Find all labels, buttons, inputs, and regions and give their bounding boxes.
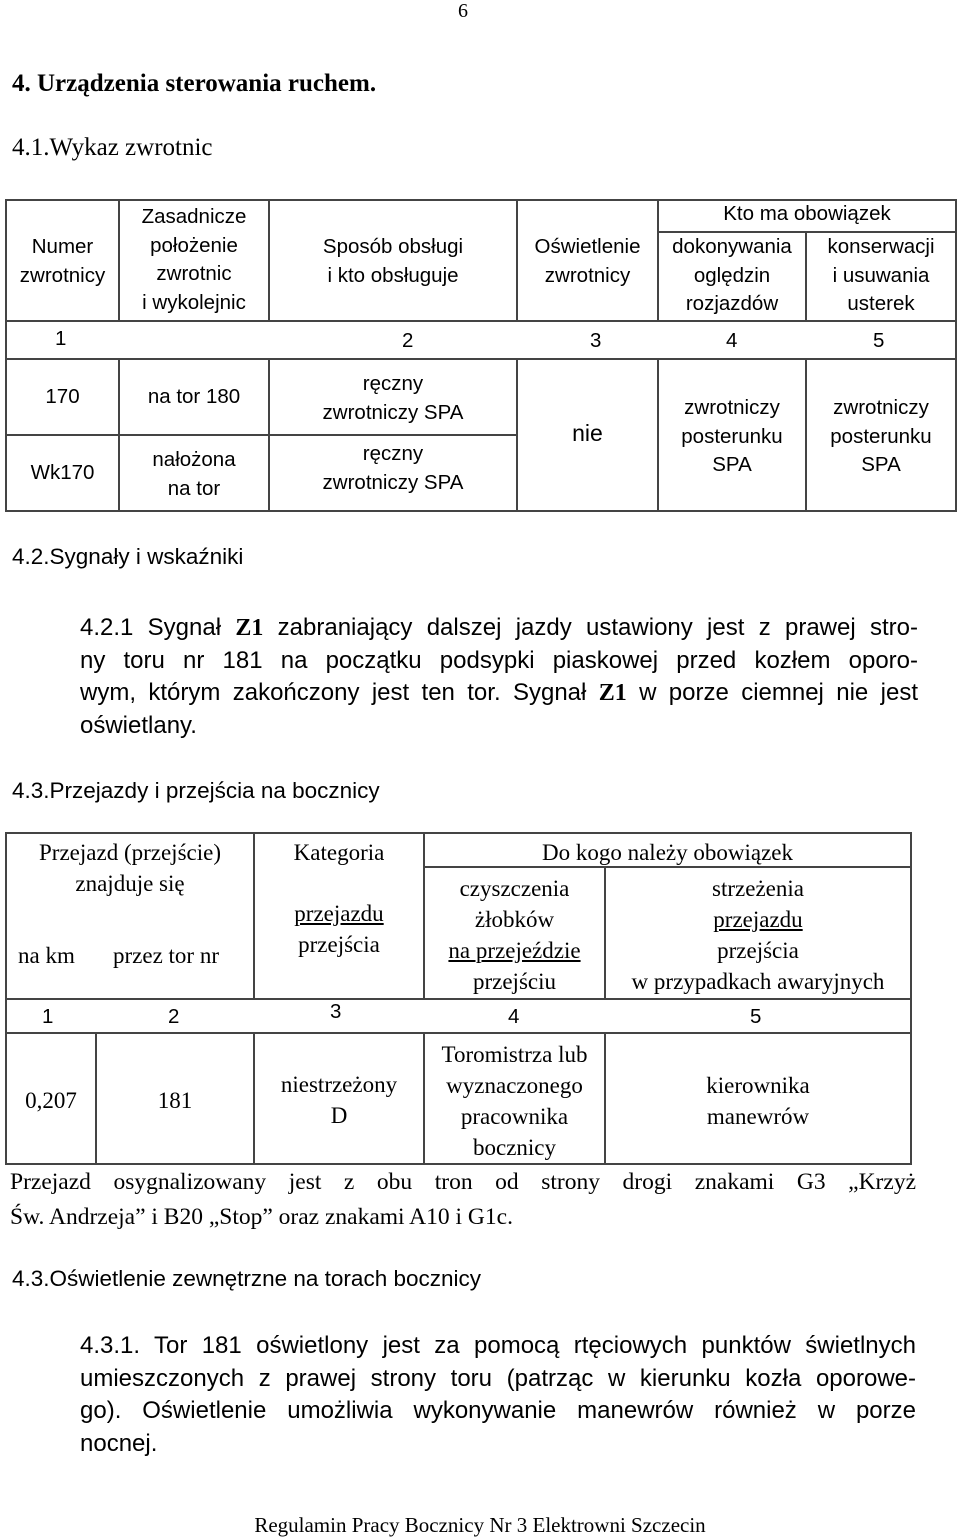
row1-number: 170 — [45, 385, 80, 408]
page-number: 6 — [458, 0, 468, 22]
header-switch-lighting: Oświetlenie zwrotnicy — [534, 235, 641, 287]
header-cleaning: czyszczenia żłobków na przejeździe przejściu — [448, 876, 581, 994]
t2-col-number-2: 2 — [168, 1005, 180, 1028]
paragraph-4-2-1: 4.2.1 Sygnał Z1 zabraniający dalszej jazdy ustawiony jest z prawej stro- ny toru nr 181 na początku podsypki piaskowej przed kozłem oporo- wym, którym zakończony jest ten tor. Sygnał Z1 w porze ciemnej nie jest oświetlany. — [80, 614, 918, 739]
section-heading-4-1: 4.1.Wykaz zwrotnic — [12, 134, 213, 161]
maintenance-value: zwrotniczy posterunku SPA — [830, 396, 932, 476]
header-category-types: przejazdu przejścia — [294, 901, 384, 957]
t2-col-number-4: 4 — [508, 1005, 520, 1028]
col-number-1: 1 — [55, 327, 67, 350]
t2-col-number-1: 1 — [42, 1005, 54, 1028]
col-number-5: 5 — [873, 329, 885, 352]
header-operation-method: Sposób obsługi i kto obsługuje — [322, 235, 464, 287]
row2-service: ręczny zwrotniczy SPA — [322, 442, 464, 494]
header-maintenance: konserwacji i usuwania usterek — [827, 235, 935, 315]
paragraph-4-3-1: 4.3.1. Tor 181 oświetlony jest za pomocą rtęciowych punktów świetlnych umieszczonych z prawej strony toru (patrząc w kierunku kozła oporowe- go). Oświetlenie umożliwia wykonywanie manewrów również w porze nocnej. — [80, 1332, 916, 1457]
row-category: niestrzeżony D — [280, 1072, 398, 1128]
header-crossing-location: Przejazd (przejście) znajduje się — [39, 840, 221, 896]
row1-service: ręczny zwrotniczy SPA — [322, 372, 464, 424]
t2-col-number-5: 5 — [750, 1005, 762, 1028]
row2-position: nałożona na tor — [152, 448, 236, 500]
lighting-value: nie — [572, 420, 603, 446]
header-track: przez tor nr — [113, 943, 219, 968]
col-number-4: 4 — [726, 329, 738, 352]
header-switch-number: Numer zwrotnicy — [19, 235, 106, 287]
col-number-3: 3 — [590, 329, 602, 352]
header-km: na km — [18, 943, 75, 968]
header-who-responsible: Kto ma obowiązek — [723, 202, 891, 225]
header-duty: Do kogo należy obowiązek — [541, 840, 793, 865]
row2-number: Wk170 — [30, 461, 95, 484]
inspection-value: zwrotniczy posterunku SPA — [681, 396, 783, 476]
col-number-2: 2 — [402, 329, 414, 352]
header-guarding: strzeżenia przejazdu przejścia w przypadkach awaryjnych — [631, 876, 885, 994]
row-guarding: kierownika manewrów — [706, 1073, 810, 1129]
section-heading-4-3: 4.3.Przejazdy i przejścia na bocznicy — [12, 778, 380, 803]
t2-col-number-3: 3 — [330, 1000, 342, 1023]
row-track: 181 — [157, 1088, 193, 1113]
header-inspection: dokonywania oględzin rozjazdów — [672, 235, 792, 315]
section-heading-4-2: 4.2.Sygnały i wskaźniki — [12, 544, 244, 569]
row-cleaning: Toromistrza lub wyznaczonego pracownika bocznicy — [441, 1042, 588, 1160]
page-footer: Regulamin Pracy Bocznicy Nr 3 Elektrowni Szczecin — [254, 1513, 706, 1537]
section-heading-4-3-lighting: 4.3.Oświetlenie zewnętrzne na torach bocznicy — [12, 1266, 481, 1291]
row-km: 0,207 — [25, 1088, 77, 1113]
crossing-note: Przejazd osygnalizowany jest z obu tron od strony drogi znakami G3 „Krzyż Św. Andrzeja” i B20 „Stop” oraz znakami A10 i G1c. — [10, 1169, 916, 1230]
row1-position: na tor 180 — [147, 385, 241, 408]
header-category: Kategoria — [293, 840, 385, 865]
header-basic-position: Zasadnicze położenie zwrotnic i wykolejnic — [141, 205, 247, 314]
chapter-heading: 4. Urządzenia sterowania ruchem. — [12, 70, 377, 97]
